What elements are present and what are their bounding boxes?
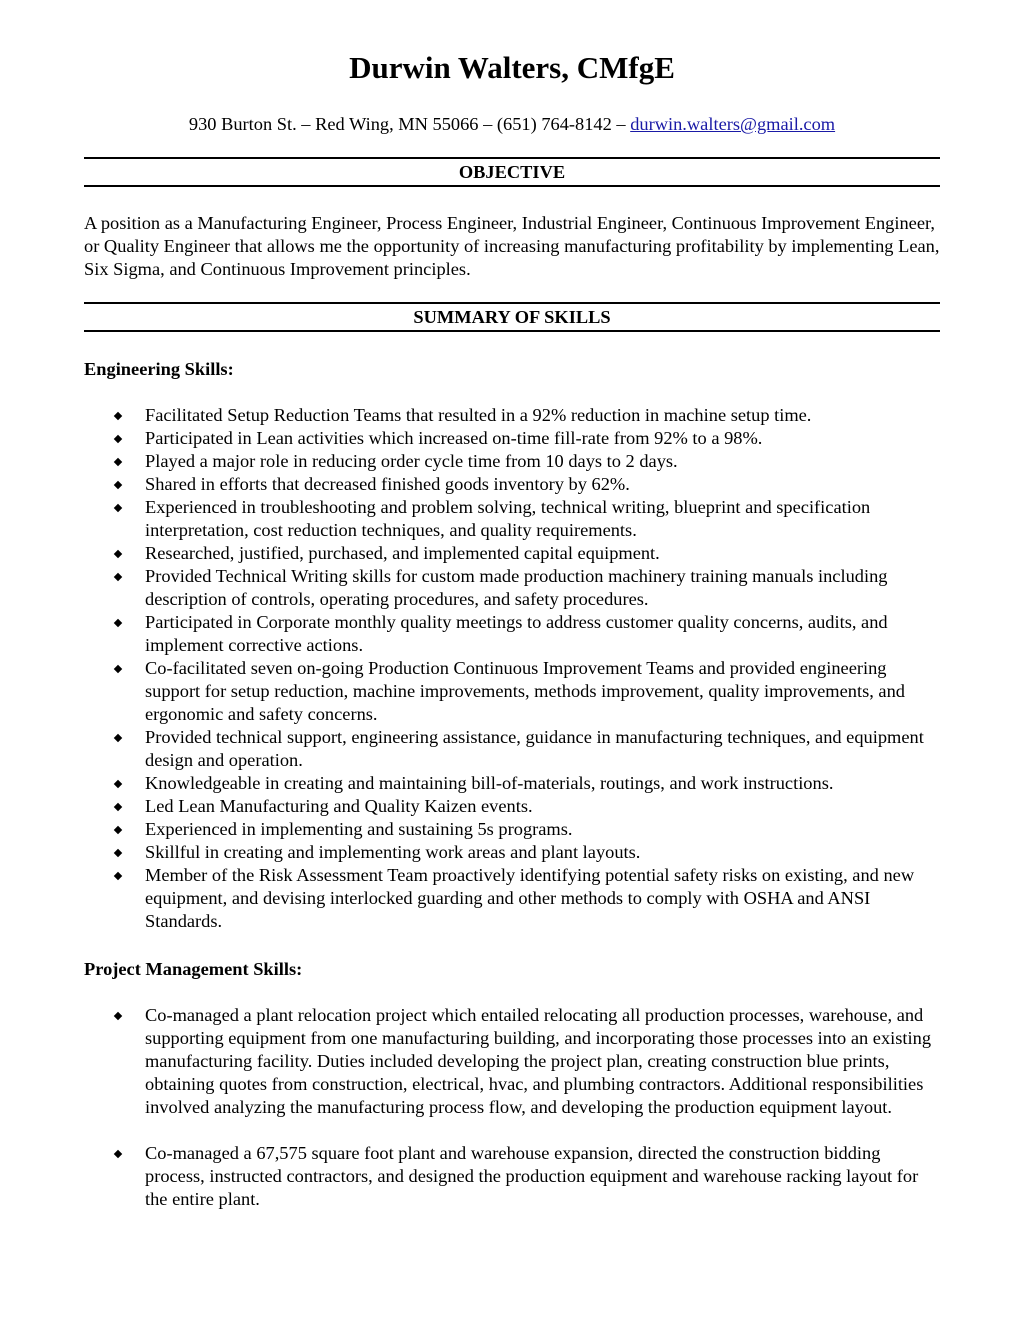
diamond-bullet-icon — [114, 780, 122, 788]
list-item — [84, 496, 940, 542]
list-item — [84, 772, 940, 795]
candidate-name: Durwin Walters, CMfgE — [349, 50, 675, 85]
list-item — [84, 542, 940, 565]
list-item-text: Participated in Corporate monthly quality meetings to address customer quality concerns, audits, and implement corrective actions. — [145, 612, 888, 655]
project-management-skills-title: Project Management Skills: — [84, 959, 303, 979]
list-item-text: Co-managed a plant relocation project which entailed relocating all production processes, warehouse, and supporting equipment from one manufacturing building, and incorporating those processes into an existing manufacturing facility. Duties included developing the project plan, creating construction blue prints, obtaining quotes from construction, electrical, hvac, and plumbing contractors. Additional responsibilities involved analyzing the manufacturing process flow, and developing the production equipment layout. — [145, 1005, 932, 1117]
list-item — [84, 611, 940, 657]
skills-heading: SUMMARY OF SKILLS — [84, 302, 940, 332]
engineering-skills-list — [84, 404, 940, 933]
list-item-text: Member of the Risk Assessment Team proactively identifying potential safety risks on existing, and new equipment, and devising interlocked guarding and other methods to comply with OSHA and ANSI Standards. — [145, 865, 915, 931]
list-item-text: Participated in Lean activities which increased on-time fill-rate from 92% to a 98%. — [145, 428, 763, 448]
diamond-bullet-icon — [114, 435, 122, 443]
diamond-bullet-icon — [114, 872, 122, 880]
list-item-text: Experienced in troubleshooting and problem solving, technical writing, blueprint and specification interpretation, cost reduction techniques, and quality requirements. — [145, 497, 871, 540]
list-item-text: Provided Technical Writing skills for custom made production machinery training manuals including description of controls, operating procedures, and safety procedures. — [145, 566, 888, 609]
list-item — [84, 565, 940, 611]
list-item — [84, 427, 940, 450]
email-link[interactable]: durwin.walters@gmail.com — [630, 114, 836, 134]
diamond-bullet-icon — [114, 504, 122, 512]
diamond-bullet-icon — [114, 803, 122, 811]
list-item-text: Knowledgeable in creating and maintaining bill-of-materials, routings, and work instructions. — [145, 773, 834, 793]
diamond-bullet-icon — [114, 734, 122, 742]
list-item-text: Played a major role in reducing order cycle time from 10 days to 2 days. — [145, 451, 678, 471]
list-item-text: Skillful in creating and implementing work areas and plant layouts. — [145, 842, 641, 862]
list-item — [84, 1142, 940, 1211]
diamond-bullet-icon — [114, 458, 122, 466]
diamond-bullet-icon — [114, 619, 122, 627]
diamond-bullet-icon — [114, 550, 122, 558]
list-item — [84, 818, 940, 841]
list-item — [84, 1004, 940, 1119]
list-item — [84, 657, 940, 726]
engineering-skills-title: Engineering Skills: — [84, 359, 234, 379]
list-item-text: Led Lean Manufacturing and Quality Kaizen events. — [145, 796, 533, 816]
list-item-text: Provided technical support, engineering assistance, guidance in manufacturing techniques, and equipment design and operation. — [145, 727, 924, 770]
diamond-bullet-icon — [114, 826, 122, 834]
diamond-bullet-icon — [114, 665, 122, 673]
list-item — [84, 473, 940, 496]
contact-line — [84, 113, 940, 136]
list-item — [84, 841, 940, 864]
list-item — [84, 404, 940, 427]
diamond-bullet-icon — [114, 573, 122, 581]
diamond-bullet-icon — [114, 849, 122, 857]
list-item-text: Facilitated Setup Reduction Teams that resulted in a 92% reduction in machine setup time. — [145, 405, 812, 425]
list-item-text: Shared in efforts that decreased finished goods inventory by 62%. — [145, 474, 630, 494]
list-item — [84, 450, 940, 473]
contact-address-phone: 930 Burton St. – Red Wing, MN 55066 – (651) 764-8142 – — [188, 114, 631, 134]
diamond-bullet-icon — [114, 1012, 122, 1020]
list-item-text: Co-managed a 67,575 square foot plant and warehouse expansion, directed the construction bidding process, instructed contractors, and designed the production equipment and warehouse racking layout for the entire plant. — [145, 1143, 919, 1209]
diamond-bullet-icon — [114, 412, 122, 420]
list-item-text: Co-facilitated seven on-going Production Continuous Improvement Teams and provided engineering support for setup reduction, machine improvements, methods improvement, quality improvements, and ergonomic and safety concerns. — [145, 658, 905, 724]
diamond-bullet-icon — [114, 481, 122, 489]
objective-text: A position as a Manufacturing Engineer, Process Engineer, Industrial Engineer, Continuous Improvement Engineer, or Quality Engineer that allows me the opportunity of increasing manufacturing profitability by implementing Lean, Six Sigma, and Continuous Improvement principles. — [84, 213, 940, 279]
diamond-bullet-icon — [114, 1150, 122, 1158]
project-management-skills-list — [84, 1004, 940, 1211]
list-item — [84, 864, 940, 933]
list-item — [84, 795, 940, 818]
list-item — [84, 726, 940, 772]
list-item-text: Experienced in implementing and sustaining 5s programs. — [145, 819, 573, 839]
objective-heading: OBJECTIVE — [84, 157, 940, 187]
list-item-text: Researched, justified, purchased, and implemented capital equipment. — [145, 543, 660, 563]
